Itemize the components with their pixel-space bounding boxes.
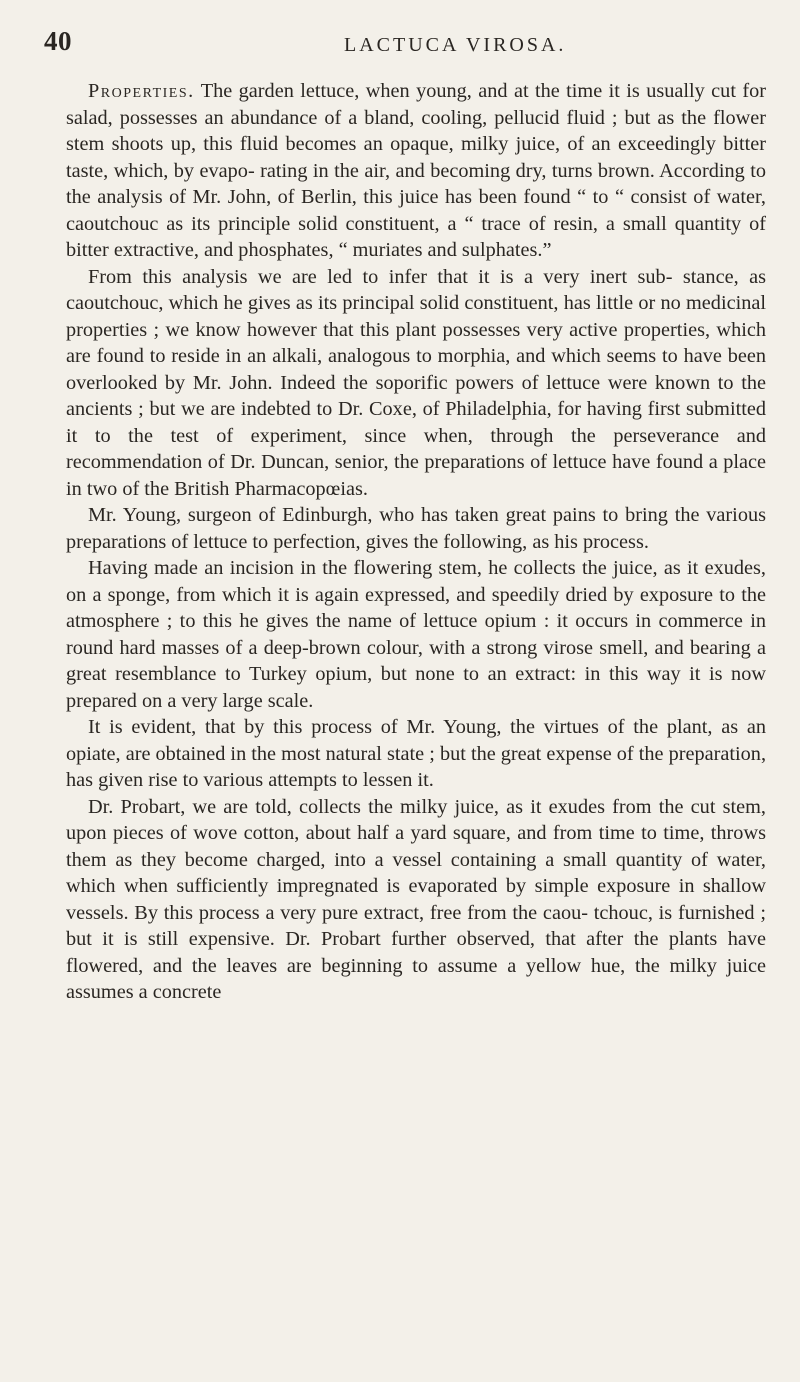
paragraph: It is evident, that by this process of Mr. Young, the virtues of the plant, as an opiate, are obtained in the most natural state ; but the great expense of the preparation, has given rise to various attempts to lessen it. (66, 716, 767, 791)
paragraph: Having made an incision in the flowering stem, he collects the juice, as it exudes, on a sponge, from which it is again expressed, and speedily dried by exposure to the atmosphere ; to this he gives the name of lettuce opium : it occurs in commerce in round hard masses of a deep-brown colour, with a strong virose smell, and bearing a great resemblance to Turkey opium, but none to an extract: in this way it is now prepared on a very large scale. (66, 557, 766, 712)
body-text (66, 78, 766, 1006)
paragraph-text: The garden lettuce, when young, and at the time it is usually cut for salad, possesses an abundance of a bland, cooling, pellucid fluid ; but as the flower stem shoots up, this fluid becomes an opaque, milky juice, of an exceedingly bitter taste, which, by evapo- rating in the air, and becoming dry, turns brown. According to the analysis of Mr. John, of Berlin, this juice has been found “ to “ consist of water, caoutchouc as its principle solid constituent, a “ trace of resin, a small quantity of bitter extractive, and phosphates, “ muriates and sulphates.” (66, 80, 766, 261)
page-number: 40 (44, 26, 72, 56)
paragraph: Dr. Probart, we are told, collects the milky juice, as it exudes from the cut stem, upon pieces of wove cotton, about half a yard square, and from time to time, throws them as they become charged, into a vessel containing a small quantity of water, which when sufficiently impregnated is evaporated by simple exposure in shallow vessels. By this process a very pure extract, free from the caou- tchouc, is furnished ; but it is still expensive. Dr. Probart further observed, that after the plants have flowered, and the leaves are beginning to assume a yellow hue, the milky juice assumes a concrete (66, 795, 766, 1003)
running-title: LACTUCA VIROSA. (344, 34, 567, 56)
paragraph: Mr. Young, surgeon of Edinburgh, who has taken great pains to bring the various preparations of lettuce to perfection, gives the following, as his process. (66, 504, 766, 553)
paragraph: From this analysis we are led to infer that it is a very inert sub- stance, as caoutchouc, which he gives as its principal solid constituent, has little or no medicinal properties ; we know however that this plant possesses very active properties, which are found to reside in an alkali, analogous to morphia, and which seems to have been overlooked by Mr. John. Indeed the soporific powers of lettuce were known to the ancients ; but we are indebted to Dr. Coxe, of Philadelphia, for having first submitted it to the test of experiment, since when, through the perseverance and recommendation of Dr. Duncan, senior, the preparations of lettuce have found a place in two of the British Pharmacopœias. (66, 265, 766, 500)
paragraph-properties (66, 78, 766, 264)
section-lead: Properties. (88, 80, 195, 102)
page-header (44, 26, 740, 66)
